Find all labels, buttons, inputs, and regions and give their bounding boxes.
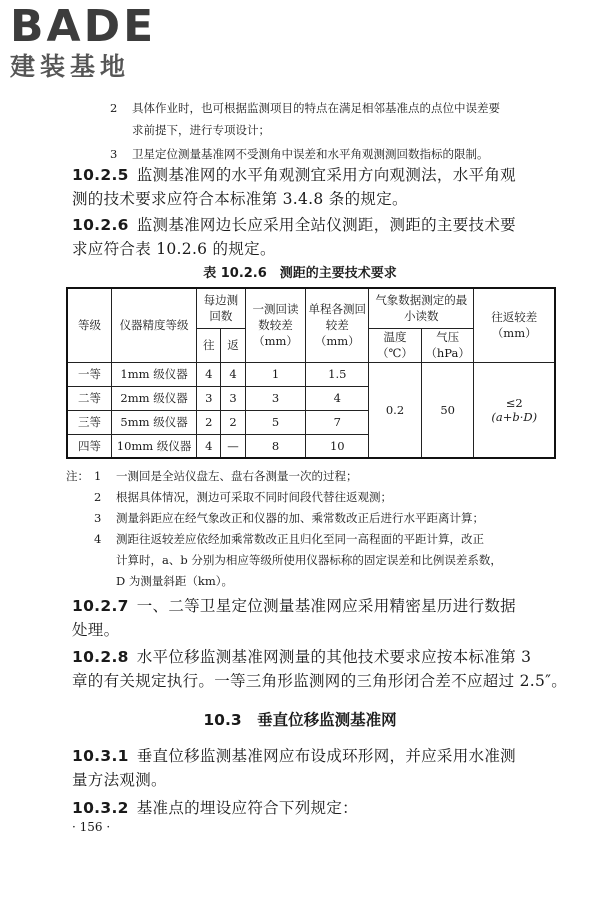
cell-back: 4: [221, 362, 245, 386]
header-grade: 等级: [67, 288, 112, 362]
cell-go: 3: [197, 386, 221, 410]
note-number: 2: [94, 490, 102, 504]
cell-back: 2: [221, 410, 245, 434]
item-text: 卫星定位测量基准网不受测角中误差和水平角观测测回数指标的限制。: [132, 147, 489, 161]
cell-diff-single: 10: [306, 434, 369, 458]
cell-grade: 四等: [67, 434, 112, 458]
clause-text: 量方法观测。: [72, 771, 167, 789]
note-text: 一测回是全站仪盘左、盘右各测量一次的过程；: [116, 469, 358, 483]
cell-instrument: 10mm 级仪器: [112, 434, 197, 458]
clause-text: 一、二等卫星定位测量基准网应采用精密星历进行数据: [136, 597, 516, 615]
clause-text: 处理。: [72, 621, 120, 639]
item-text: 具体作业时，也可根据监测项目的特点在满足相邻基准点的点位中误差要: [132, 101, 500, 115]
note-line: 计算时，a、b 分别为相应等级所使用仪器标称的固定误差和比例误差系数，: [116, 553, 502, 567]
clause-text: 监测基准网的水平角观测宜采用方向观测法，水平角观: [136, 166, 516, 184]
cell-diff-one: 5: [245, 410, 306, 434]
clause-number: 10.2.5: [72, 166, 129, 184]
note-number: 4: [94, 532, 102, 546]
cell-grade: 一等: [67, 362, 112, 386]
cell-grade: 三等: [67, 410, 112, 434]
header-pressure-unit: （hPa）: [425, 346, 470, 360]
clause-number: 10.3.2: [72, 799, 129, 817]
cell-return-formula: (a+b·D): [491, 409, 538, 424]
cell-go: 4: [197, 362, 221, 386]
clause-10-2-6: [72, 213, 562, 261]
header-rounds: 每边测回数: [197, 288, 246, 328]
item-number: 3: [110, 147, 118, 161]
clause-text: 水平位移监测基准网测量的其他技术要求应按本标准第 3: [136, 648, 532, 666]
clause-10-3-1: [72, 744, 562, 792]
note-line: D 为测量斜距（km）。: [116, 574, 233, 588]
section-title: 10.3 垂直位移监测基准网: [203, 711, 397, 729]
clause-text: 章的有关规定执行。一等三角形监测网的三角形闭合差不应超过 2.5″。: [72, 672, 568, 690]
header-diff-single: 单程各测回较差（mm）: [306, 288, 369, 362]
clause-number: 10.2.8: [72, 648, 129, 666]
header-instrument: 仪器精度等级: [112, 288, 197, 362]
cell-diff-single: 7: [306, 410, 369, 434]
note-line: 测距往返较差应依经加乘常数改正且归化至同一高程面的平距计算，改正: [116, 532, 484, 546]
header-return-diff: 往返较差（mm）: [474, 288, 555, 362]
clause-number: 10.3.1: [72, 747, 129, 765]
clause-text: 监测基准网边长应采用全站仪测距，测距的主要技术要: [136, 216, 516, 234]
item-number: 2: [110, 101, 118, 115]
cell-pressure: 50: [421, 362, 474, 458]
note-text: [116, 529, 502, 592]
header-go: 往: [197, 328, 221, 362]
clause-10-2-7: [72, 594, 562, 642]
cell-return-diff: [474, 362, 555, 458]
cell-grade: 二等: [67, 386, 112, 410]
page-number: · 156 ·: [72, 820, 111, 834]
header-pressure: [421, 328, 474, 362]
cell-return-limit: ≤2: [505, 395, 523, 410]
cell-instrument: 1mm 级仪器: [112, 362, 197, 386]
note-item: [66, 466, 556, 487]
note-item: [66, 508, 556, 529]
spec-table: [66, 287, 556, 459]
header-diff-one-round: 一测回读数较差（mm）: [245, 288, 306, 362]
notes-label: 注：: [66, 469, 89, 483]
note-number: 1: [94, 469, 102, 483]
clause-10-2-5: [72, 163, 562, 211]
table-title: 表 10.2.6 测距的主要技术要求: [203, 266, 397, 281]
logo-text: BADE: [10, 1, 157, 52]
note-text: 测量斜距应在经气象改正和仪器的加、乘常数改正后进行水平距离计算；: [116, 511, 484, 525]
cell-go: 2: [197, 410, 221, 434]
clause-number: 10.2.6: [72, 216, 129, 234]
logo: [10, 1, 180, 82]
cell-go: 4: [197, 434, 221, 458]
note-item: [66, 487, 556, 508]
header-pressure-label: 气压: [436, 330, 460, 344]
cell-diff-one: 8: [245, 434, 306, 458]
note-item: [66, 529, 556, 592]
cell-back: —: [221, 434, 245, 458]
clause-text: 基准点的埋设应符合下列规定：: [136, 799, 358, 817]
logo-subtitle: 建装基地: [10, 52, 131, 81]
cell-back: 3: [221, 386, 245, 410]
cell-diff-single: 1.5: [306, 362, 369, 386]
clause-text: 垂直位移监测基准网应布设成环形网，并应采用水准测: [136, 747, 516, 765]
cell-diff-single: 4: [306, 386, 369, 410]
cell-instrument: 2mm 级仪器: [112, 386, 197, 410]
header-temperature: 温度（℃）: [369, 328, 422, 362]
cell-instrument: 5mm 级仪器: [112, 410, 197, 434]
clause-10-2-8: [72, 645, 572, 693]
clause-text: 测的技术要求应符合本标准第 3.4.8 条的规定。: [72, 190, 408, 208]
clause-text: 求应符合表 10.2.6 的规定。: [72, 240, 276, 258]
clause-10-3-2: [72, 796, 562, 820]
note-number: 3: [94, 511, 102, 525]
clause-number: 10.2.7: [72, 597, 129, 615]
table-row: [67, 362, 555, 386]
header-back: 返: [221, 328, 245, 362]
cell-diff-one: 1: [245, 362, 306, 386]
table-notes: [66, 466, 556, 592]
cell-temperature: 0.2: [369, 362, 422, 458]
header-meteo: 气象数据测定的最小读数: [369, 288, 474, 328]
note-text: 根据具体情况，测边可采取不同时间段代替往返观测；: [116, 490, 392, 504]
item-2-cont: 求前提下，进行专项设计；: [132, 123, 270, 137]
cell-diff-one: 3: [245, 386, 306, 410]
